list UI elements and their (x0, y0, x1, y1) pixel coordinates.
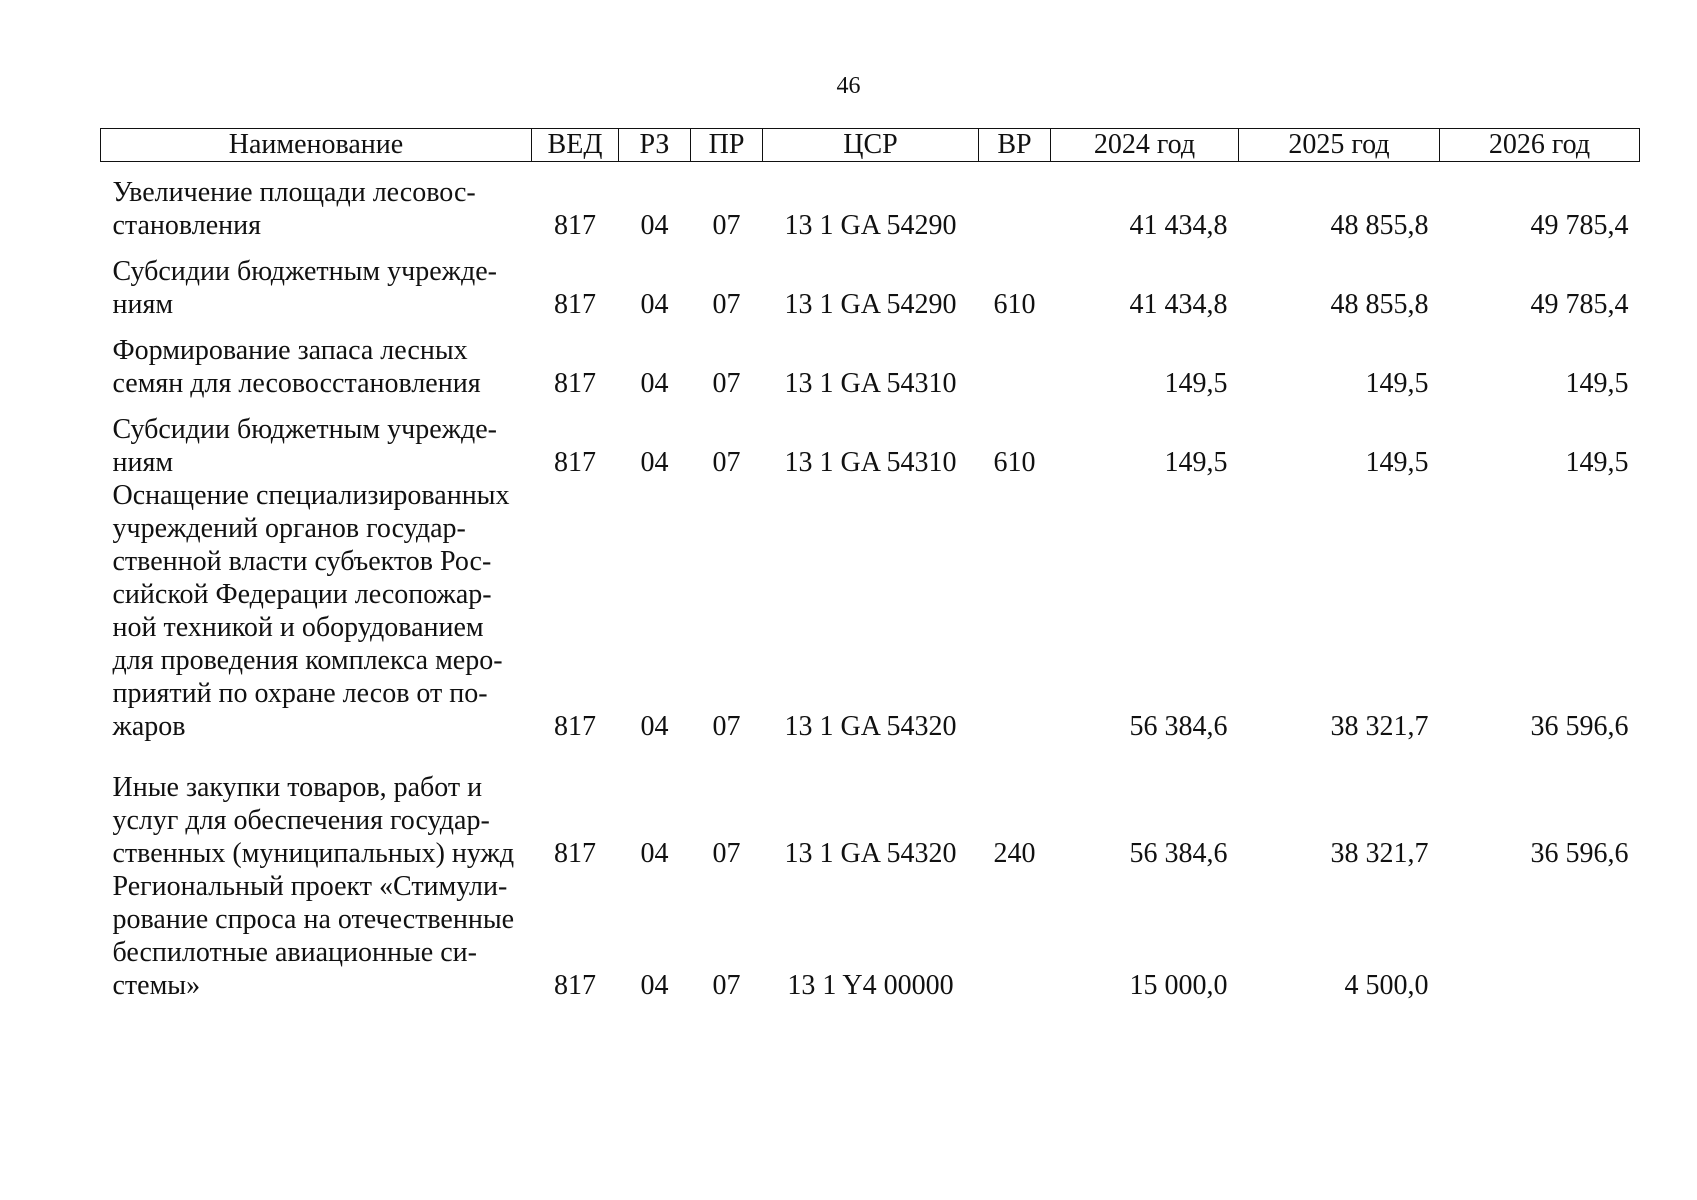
row-pr: 07 (712, 838, 741, 869)
row-value-2025: 48 855,8 (1330, 289, 1429, 320)
row-name-line: ственных (муниципальных) нужд (112, 838, 515, 869)
row-name-line: Формирование запаса лесных (112, 335, 468, 366)
row-value-2024: 41 434,8 (1129, 289, 1228, 320)
row-name (101, 162, 532, 256)
row-name (101, 771, 532, 870)
row-name-line: Иные закупки товаров, работ и (112, 772, 483, 803)
row-value-2025: 149,5 (1365, 368, 1429, 399)
row-name-line: стемы» (112, 970, 201, 1001)
row-ved: 817 (554, 970, 596, 1001)
row-value-2025: 48 855,8 (1330, 210, 1429, 241)
row-vr (979, 334, 1051, 413)
table-header-row (101, 129, 1640, 162)
row-value-2025: 4 500,0 (1344, 970, 1429, 1001)
row-name-line: приятий по охране лесов от по- (112, 678, 488, 709)
row-name-line: Региональный проект «Стимули- (112, 871, 508, 902)
row-value-2025: 38 321,7 (1330, 838, 1429, 869)
row-name-line: Оснащение специализированных (112, 480, 510, 511)
row-rz: 04 (640, 970, 669, 1001)
row-name-line: сийской Федерации лесопожар- (112, 579, 492, 610)
row-name-line: беспилотные авиационные си- (112, 937, 477, 968)
row-pr: 07 (712, 711, 741, 742)
row-rz: 04 (640, 711, 669, 742)
row-name-line: ственной власти субъектов Рос- (112, 546, 492, 577)
header-csr: ЦСР (763, 129, 979, 162)
row-vr (979, 479, 1051, 771)
header-ved: ВЕД (532, 129, 619, 162)
header-pr: ПР (691, 129, 763, 162)
table-row (101, 162, 1640, 256)
row-value-2025: 149,5 (1365, 447, 1429, 478)
budget-table (100, 128, 1640, 1015)
row-csr: 13 1 Y4 00000 (787, 970, 954, 1001)
row-pr: 07 (712, 368, 741, 399)
row-value-2026: 49 785,4 (1530, 210, 1629, 241)
row-vr (979, 162, 1051, 256)
row-name-line: становления (112, 210, 262, 241)
header-2024: 2024 год (1051, 129, 1239, 162)
row-pr: 07 (712, 447, 741, 478)
row-csr: 13 1 GA 54310 (784, 368, 957, 399)
table-row (101, 334, 1640, 413)
row-vr (979, 870, 1051, 1015)
row-value-2024: 149,5 (1164, 447, 1228, 478)
row-pr: 07 (712, 289, 741, 320)
row-value-2026: 149,5 (1565, 447, 1629, 478)
table-row (101, 870, 1640, 1015)
row-value-2024: 56 384,6 (1129, 711, 1228, 742)
row-vr: 610 (993, 447, 1036, 478)
row-name-line: семян для лесовосстановления (112, 368, 481, 399)
row-value-2026: 36 596,6 (1530, 838, 1629, 869)
row-ved: 817 (554, 210, 596, 241)
header-2025: 2025 год (1239, 129, 1440, 162)
row-vr: 610 (993, 289, 1036, 320)
row-ved: 817 (554, 447, 596, 478)
row-name-line: Субсидии бюджетным учрежде- (112, 256, 497, 287)
row-name (101, 870, 532, 1015)
row-csr: 13 1 GA 54290 (784, 289, 957, 320)
row-rz: 04 (640, 210, 669, 241)
row-csr: 13 1 GA 54290 (784, 210, 957, 241)
row-name-line: услуг для обеспечения государ- (112, 805, 490, 836)
header-vr: ВР (979, 129, 1051, 162)
row-csr: 13 1 GA 54320 (784, 711, 957, 742)
row-vr: 240 (993, 838, 1036, 869)
table-row (101, 255, 1640, 334)
row-rz: 04 (640, 838, 669, 869)
row-name (101, 479, 532, 771)
row-name-line: для проведения комплекса меро- (112, 645, 503, 676)
table-row (101, 413, 1640, 479)
row-name (101, 334, 532, 413)
row-name (101, 413, 532, 479)
table-row (101, 771, 1640, 870)
row-ved: 817 (554, 838, 596, 869)
row-ved: 817 (554, 711, 596, 742)
table-row (101, 479, 1640, 771)
row-name-line: ниям (112, 447, 174, 478)
row-value-2026: 36 596,6 (1530, 711, 1629, 742)
row-name-line: Увеличение площади лесовос- (112, 177, 476, 208)
row-value-2025: 38 321,7 (1330, 711, 1429, 742)
row-rz: 04 (640, 447, 669, 478)
row-name-line: жаров (112, 711, 186, 742)
row-value-2024: 41 434,8 (1129, 210, 1228, 241)
row-name-line: ной техникой и оборудованием (112, 612, 484, 643)
row-value-2026: 49 785,4 (1530, 289, 1629, 320)
row-value-2024: 149,5 (1164, 368, 1228, 399)
row-name-line: рование спроса на отечественные (112, 904, 515, 935)
row-value-2026: 149,5 (1565, 368, 1629, 399)
row-rz: 04 (640, 289, 669, 320)
row-name-line: ниям (112, 289, 174, 320)
row-rz: 04 (640, 368, 669, 399)
page-number: 46 (836, 73, 861, 99)
row-csr: 13 1 GA 54320 (784, 838, 957, 869)
row-ved: 817 (554, 368, 596, 399)
row-pr: 07 (712, 210, 741, 241)
row-name (101, 255, 532, 334)
header-name: Наименование (101, 129, 532, 162)
row-name-line: учреждений органов государ- (112, 513, 466, 544)
row-value-2024: 15 000,0 (1129, 970, 1228, 1001)
row-name-line: Субсидии бюджетным учрежде- (112, 414, 497, 445)
row-csr: 13 1 GA 54310 (784, 447, 957, 478)
row-ved: 817 (554, 289, 596, 320)
header-rz: РЗ (619, 129, 691, 162)
header-2026: 2026 год (1440, 129, 1640, 162)
row-pr: 07 (712, 970, 741, 1001)
row-value-2024: 56 384,6 (1129, 838, 1228, 869)
row-value-2026 (1440, 870, 1640, 1015)
